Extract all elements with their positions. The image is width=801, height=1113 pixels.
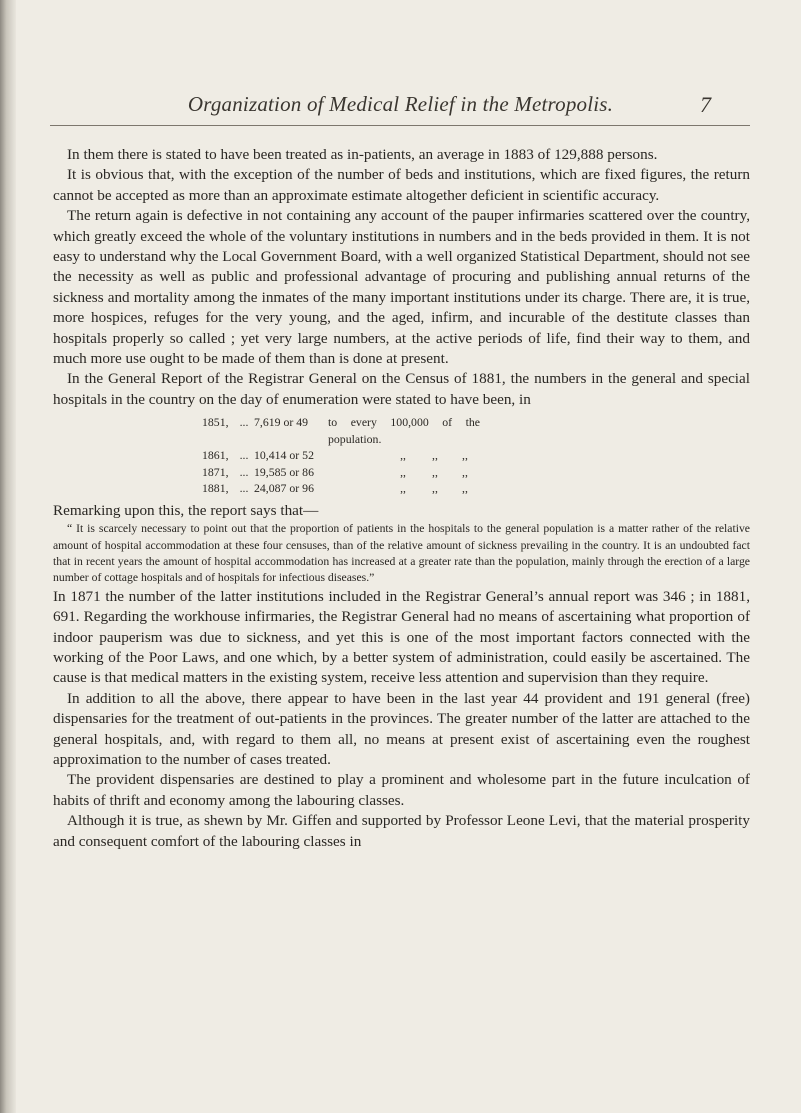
block-quote: “ It is scarcely necessary to point out that the proportion of patients in the hospitals to the general population is a matter rather of the relative amount of hospital accommodation at these four censuses, than of the relative amount of sickness prevailing in the country. It is an undoubted fact that in recent years the amount of hospital accommodation has increased at a greater rate than the population, mainly through the erection of a large number of cottage hospitals and of hospitals for infectious diseases.” — [53, 522, 750, 585]
count-cell: 10,414 or 52 — [254, 448, 314, 463]
paragraph: It is obvious that, with the exception of the number of beds and institutions, which are fixed figures, the return cannot be accepted as more than an approximate estimate altogether deficient in scientific accuracy. — [53, 166, 750, 204]
ditto-cell: ,, — [432, 464, 438, 479]
page-number: 7 — [700, 92, 711, 117]
page-header — [0, 92, 801, 128]
ditto-cell: ,, — [462, 481, 468, 496]
table-row — [202, 464, 480, 481]
ditto-cell: ,, — [462, 464, 468, 479]
year-cell: 1851, — [202, 415, 229, 430]
year-cell: 1871, — [202, 464, 229, 479]
count-cell: 24,087 or 96 — [254, 481, 314, 496]
rate-cell: to every 100,000 of the population. — [328, 415, 480, 446]
table-row — [202, 447, 480, 464]
dots-cell: ... — [239, 464, 249, 479]
paragraph: The provident dispensaries are destined to play a prominent and wholesome part in the future inculcation of habits of thrift and economy among the labouring classes. — [53, 771, 750, 809]
census-table — [202, 414, 480, 497]
page-gutter-shadow — [0, 0, 16, 1113]
ditto-cell: ,, — [432, 448, 438, 463]
paragraph: Remarking upon this, the report says that— — [53, 501, 319, 519]
ditto-cell: ,, — [462, 448, 468, 463]
ditto-cell: ,, — [400, 481, 406, 496]
paragraph: The return again is defective in not containing any account of the pauper infirmaries scattered over the country, which greatly exceed the whole of the voluntary institutions in numbers and in the beds provided in them. It is not easy to understand why the Local Government Board, with a well organized Statistical Department, should not see the necessity as well as public and professional advantage of procuring and publishing annual returns of the sickness and mortality among the inmates of the many important institutions under its charge. There are, it is true, more hospices, refuges for the very young, and the aged, infirm, and incurable of the destitute classes than hospitals properly so called ; yet very large numbers, at the active periods of life, find their way to them, and much more use ought to be made of them than is done at present. — [53, 207, 750, 368]
year-cell: 1861, — [202, 448, 229, 463]
page-body — [53, 145, 750, 852]
running-title: Organization of Medical Relief in the Metropolis. — [187, 92, 614, 116]
paragraph: Although it is true, as shewn by Mr. Giffen and supported by Professor Leone Levi, that the material prosperity and consequent comfort of the labouring classes in — [53, 812, 750, 850]
ditto-cell: ,, — [400, 448, 406, 463]
year-cell: 1881, — [202, 481, 229, 496]
header-rule — [50, 125, 750, 126]
table-row — [202, 414, 480, 447]
ditto-cell: ,, — [400, 464, 406, 479]
table-row — [202, 480, 480, 497]
count-cell: 19,585 or 86 — [254, 464, 314, 479]
dots-cell: ... — [239, 481, 249, 496]
count-cell: 7,619 or 49 — [254, 415, 309, 430]
paragraph: In the General Report of the Registrar General on the Census of 1881, the numbers in the general and special hospitals in the country on the day of enumeration were stated to have been, in — [53, 370, 750, 408]
paragraph: In addition to all the above, there appear to have been in the last year 44 provident and 191 general (free) dispensaries for the treatment of out-patients in the provinces. The greater number of the latter are attached to the general hospitals, and, with regard to them all, no means at present exist of ascertaining even the roughest approximation to the number of cases treated. — [53, 689, 750, 769]
dots-cell: ... — [239, 415, 249, 430]
paragraph: In 1871 the number of the latter institutions included in the Registrar General’s annual report was 346 ; in 1881, 691. Regarding the workhouse infirmaries, the Registrar General had no means of ascertaining what proportion of indoor pauperism was due to sickness, and yet this is one of the most important factors connected with the working of the Poor Laws, and one which, by a better system of administration, could easily be ascertained. The cause is that medical matters in the existing system, receive less attention and supervision than they require. — [53, 587, 750, 687]
paragraph: In them there is stated to have been treated as in-patients, an average in 1883 of 129,888 persons. — [67, 146, 658, 163]
ditto-cell: ,, — [432, 481, 438, 496]
dots-cell: ... — [239, 448, 249, 463]
